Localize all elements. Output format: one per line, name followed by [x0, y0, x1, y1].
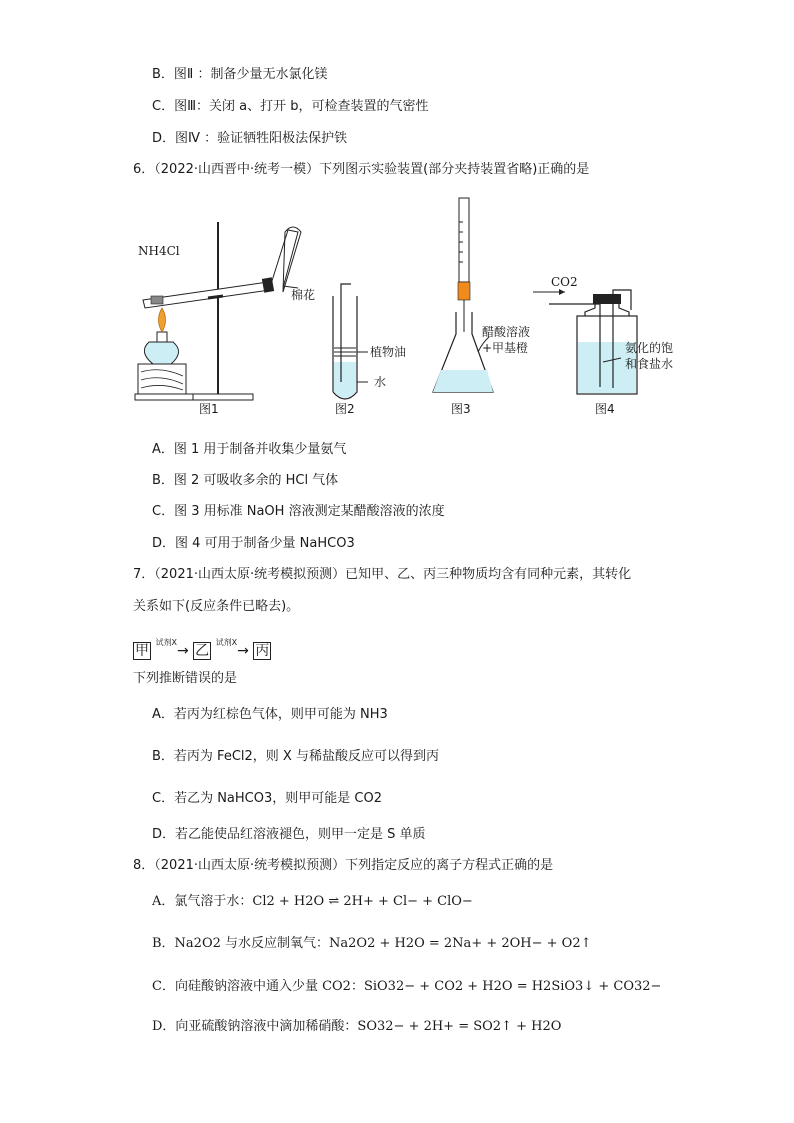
- q7-option-c: C．若乙为 NaHCO3，则甲可能是 CO2: [152, 791, 382, 806]
- fig2-water-label: 水: [374, 375, 387, 389]
- fig3-solution-label-1: 醋酸溶液: [482, 325, 531, 339]
- q6-option-a: A．图 1 用于制备并收集少量氨气: [152, 442, 347, 457]
- fig4-caption: 图4: [595, 402, 615, 416]
- q6-option-b: B．图 2 可吸收多余的 HCl 气体: [152, 473, 339, 488]
- q5-option-b: B．图Ⅱ ：制备少量无水氯化镁: [152, 67, 328, 82]
- chain-arrow-label-2: 试剂X: [215, 638, 238, 647]
- q7-stem-line-1: 7．（2021·山西太原·统考模拟预测）已知甲、乙、丙三种物质均含有同种元素，其转化: [133, 567, 632, 582]
- q8-option-d: D．向亚硫酸钠溶液中滴加稀硝酸：SO32− + 2H+ = SO2↑ + H2O: [152, 1019, 562, 1034]
- chain-arrow-1: →: [176, 643, 189, 659]
- chain-substance-b: 乙: [195, 643, 210, 659]
- q8-stem: 8．（2021·山西太原·统考模拟预测）下列指定反应的离子方程式正确的是: [133, 858, 554, 873]
- q7-stem-line-2: 关系如下(反应条件已略去)。: [133, 599, 300, 614]
- q7-option-b: B．若丙为 FeCl2，则 X 与稀盐酸反应可以得到丙: [152, 749, 439, 764]
- q6-stem: 6．（2022·山西晋中·统考一模）下列图示实验装置(部分夹持装置省略)正确的是: [133, 162, 590, 177]
- q6-apparatus-figure: [133, 192, 674, 422]
- q5-option-c: C．图Ⅲ：关闭 a、打开 b，可检查装置的气密性: [152, 99, 429, 114]
- q6-option-c: C．图 3 用标准 NaOH 溶液测定某醋酸溶液的浓度: [152, 504, 445, 519]
- fig4-solution-label-1: 氨化的饱: [625, 341, 674, 355]
- q8-option-c: C．向硅酸钠溶液中通入少量 CO2：SiO32− + CO2 + H2O = H2SiO3↓ + CO32−: [152, 979, 662, 994]
- fig2-caption: 图2: [335, 402, 355, 416]
- fig4-apparatus: [533, 289, 637, 394]
- q8-option-b: B．Na2O2 与水反应制氧气：Na2O2 + H2O = 2Na+ + 2OH− + O2↑: [152, 936, 592, 951]
- fig1-cotton-label: 棉花: [291, 288, 316, 302]
- q5-option-d: D．图Ⅳ ：验证牺牲阳极法保护铁: [152, 131, 348, 146]
- chain-substance-a: 甲: [135, 643, 149, 659]
- fig4-solution-label-2: 和食盐水: [625, 357, 674, 371]
- q7-conversion-chain: [133, 634, 271, 660]
- q7-option-a: A．若丙为红棕色气体，则甲可能为 NH3: [152, 707, 388, 722]
- chain-arrow-2: →: [237, 643, 249, 659]
- fig1-reagent-label: NH4Cl: [138, 244, 180, 258]
- fig3-apparatus: [433, 198, 493, 392]
- q7-question: 下列推断错误的是: [133, 671, 238, 686]
- fig4-gas-label: CO2: [551, 275, 578, 289]
- fig3-solution-label-2: +甲基橙: [482, 341, 529, 355]
- chain-arrow-label-1: 试剂X: [155, 638, 177, 647]
- fig1-caption: 图1: [199, 402, 219, 416]
- fig2-apparatus: [333, 284, 368, 399]
- q6-option-d: D．图 4 可用于制备少量 NaHCO3: [152, 536, 355, 551]
- fig2-oil-label: 植物油: [370, 345, 407, 359]
- q8-option-a: A．氯气溶于水：Cl2 + H2O ⇌ 2H+ + Cl− + ClO−: [152, 894, 473, 909]
- fig3-caption: 图3: [451, 402, 471, 416]
- chain-substance-c: 丙: [255, 643, 270, 659]
- q7-option-d: D．若乙能使品红溶液褪色，则甲一定是 S 单质: [152, 827, 426, 842]
